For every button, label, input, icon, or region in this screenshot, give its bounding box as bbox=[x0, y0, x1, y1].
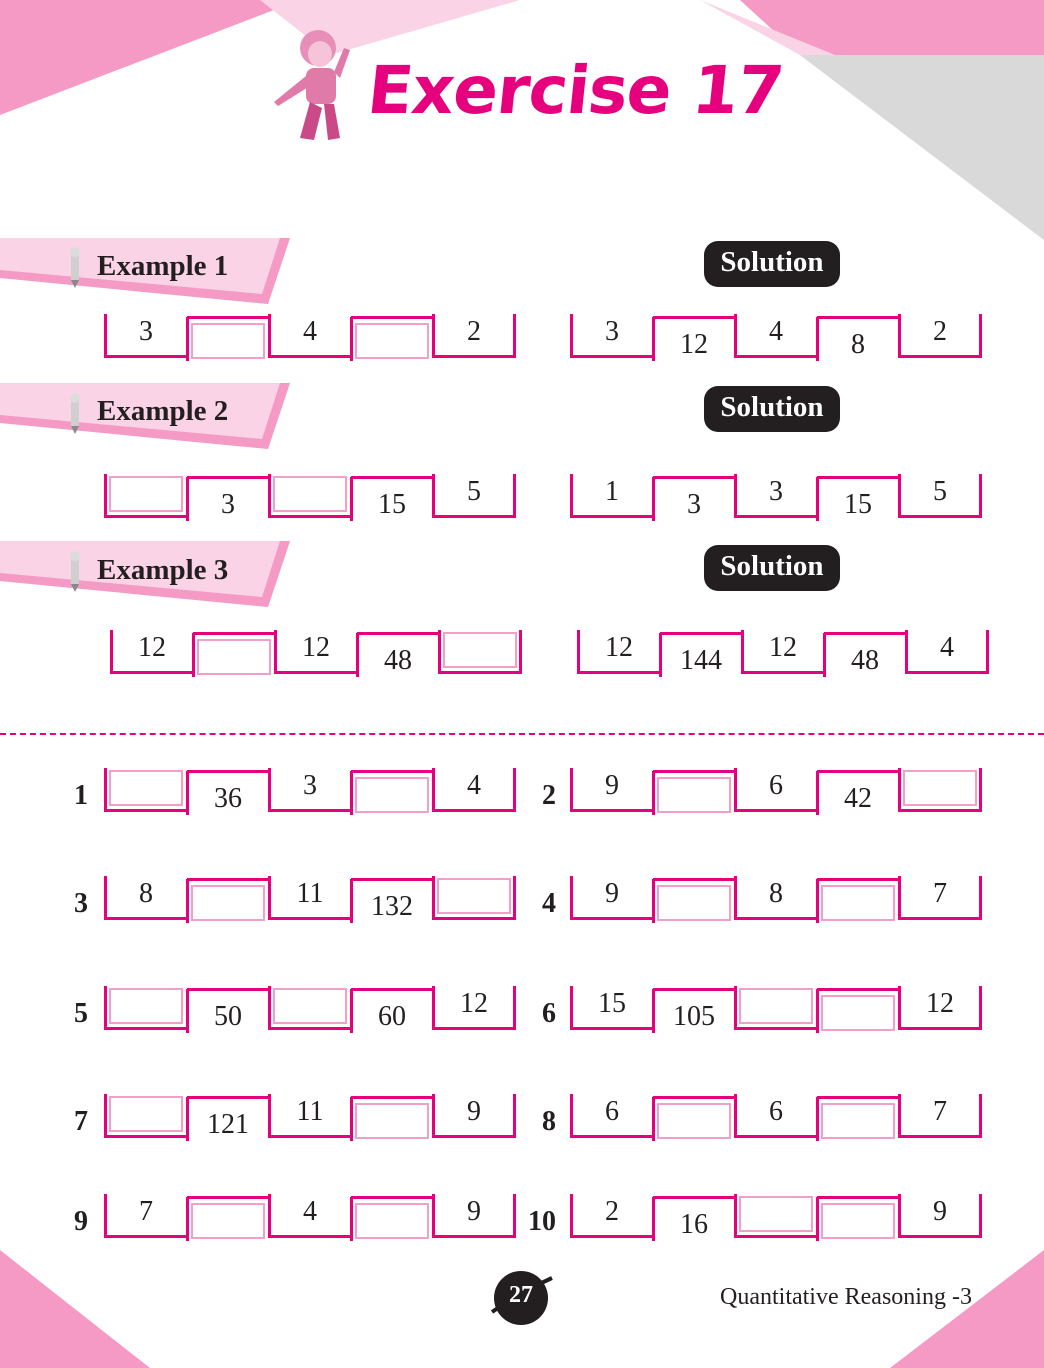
sequence-cell bbox=[351, 1096, 433, 1138]
sequence-cell bbox=[653, 988, 735, 1030]
sequence-cell bbox=[433, 1096, 515, 1138]
sequence-cell bbox=[351, 988, 433, 1030]
cell-number: 15 bbox=[598, 988, 626, 1019]
answer-blank[interactable] bbox=[109, 1096, 183, 1132]
sequence-cell bbox=[735, 476, 817, 518]
answer-blank[interactable] bbox=[821, 885, 895, 921]
solution-badge: Solution bbox=[704, 386, 840, 432]
answer-blank[interactable] bbox=[657, 777, 731, 813]
sequence-cell bbox=[817, 988, 899, 1030]
example-solution-row bbox=[578, 632, 988, 676]
sequence-cell bbox=[742, 632, 824, 674]
cell-divider bbox=[432, 876, 435, 920]
cell-number: 3 bbox=[221, 489, 235, 520]
page-number: 27 bbox=[509, 1282, 533, 1308]
cell-number: 16 bbox=[680, 1209, 708, 1240]
answer-blank[interactable] bbox=[443, 632, 517, 668]
cell-divider bbox=[734, 1194, 737, 1238]
cell-number: 7 bbox=[933, 878, 947, 909]
sequence-cell bbox=[735, 988, 817, 1030]
sequence-cell bbox=[439, 632, 521, 674]
cell-number: 8 bbox=[139, 878, 153, 909]
answer-blank[interactable] bbox=[355, 1203, 429, 1239]
sequence-cell bbox=[571, 988, 653, 1030]
book-title: Quantitative Reasoning -3 bbox=[720, 1284, 972, 1310]
sequence-cell bbox=[105, 988, 187, 1030]
cell-divider bbox=[186, 1197, 189, 1241]
cell-divider bbox=[104, 986, 107, 1030]
cell-number: 2 bbox=[933, 316, 947, 347]
sequence-cell bbox=[735, 1096, 817, 1138]
example-question-row bbox=[111, 632, 521, 676]
cell-number: 121 bbox=[207, 1109, 249, 1140]
cell-divider bbox=[350, 1097, 353, 1141]
cell-number: 5 bbox=[933, 476, 947, 507]
answer-blank[interactable] bbox=[273, 476, 347, 512]
sequence-cell bbox=[433, 878, 515, 920]
problem-row bbox=[571, 1096, 981, 1140]
cell-number: 4 bbox=[467, 770, 481, 801]
sequence-cell bbox=[653, 476, 735, 518]
problem-row bbox=[105, 1196, 515, 1240]
problem-row bbox=[571, 988, 981, 1032]
cell-divider bbox=[652, 771, 655, 815]
sequence-cell bbox=[357, 632, 439, 674]
cell-number: 7 bbox=[139, 1196, 153, 1227]
answer-blank[interactable] bbox=[657, 885, 731, 921]
sequence-cell bbox=[105, 878, 187, 920]
cell-divider bbox=[104, 474, 107, 518]
pencil-icon bbox=[62, 392, 88, 436]
cell-number: 15 bbox=[844, 489, 872, 520]
cell-divider bbox=[979, 768, 982, 812]
cell-number: 9 bbox=[467, 1196, 481, 1227]
cell-number: 6 bbox=[605, 1096, 619, 1127]
sequence-cell bbox=[735, 878, 817, 920]
sequence-cell bbox=[899, 770, 981, 812]
cell-number: 8 bbox=[851, 329, 865, 360]
cell-divider bbox=[186, 317, 189, 361]
sequence-cell bbox=[824, 632, 906, 674]
problem-row bbox=[571, 770, 981, 814]
problem-row bbox=[105, 1096, 515, 1140]
sequence-cell bbox=[571, 770, 653, 812]
sequence-cell bbox=[269, 988, 351, 1030]
solution-badge: Solution bbox=[704, 241, 840, 287]
sequence-cell bbox=[433, 316, 515, 358]
cell-number: 5 bbox=[467, 476, 481, 507]
cell-number: 105 bbox=[673, 1001, 715, 1032]
cell-divider bbox=[816, 879, 819, 923]
problem-number: 10 bbox=[528, 1206, 556, 1237]
answer-blank[interactable] bbox=[191, 1203, 265, 1239]
answer-blank[interactable] bbox=[903, 770, 977, 806]
cell-number: 9 bbox=[467, 1096, 481, 1127]
cell-number: 3 bbox=[139, 316, 153, 347]
sequence-cell bbox=[653, 1096, 735, 1138]
sequence-cell bbox=[187, 316, 269, 358]
sequence-cell bbox=[817, 476, 899, 518]
cell-divider bbox=[104, 768, 107, 812]
pencil-icon bbox=[62, 550, 88, 594]
answer-blank[interactable] bbox=[355, 1103, 429, 1139]
answer-blank[interactable] bbox=[355, 777, 429, 813]
cell-divider bbox=[350, 771, 353, 815]
sequence-cell bbox=[187, 988, 269, 1030]
sequence-cell bbox=[817, 878, 899, 920]
problem-number: 4 bbox=[542, 888, 556, 919]
sequence-cell bbox=[351, 476, 433, 518]
sequence-cell bbox=[433, 1196, 515, 1238]
sequence-cell bbox=[899, 878, 981, 920]
sequence-cell bbox=[817, 770, 899, 812]
sequence-cell bbox=[269, 770, 351, 812]
problem-row bbox=[571, 878, 981, 922]
answer-blank[interactable] bbox=[821, 995, 895, 1031]
sequence-cell bbox=[269, 878, 351, 920]
cell-divider bbox=[519, 630, 522, 674]
sequence-cell bbox=[653, 316, 735, 358]
sequence-cell bbox=[105, 770, 187, 812]
cell-number: 36 bbox=[214, 783, 242, 814]
example-question-row bbox=[105, 316, 515, 360]
cell-number: 12 bbox=[769, 632, 797, 663]
sequence-cell bbox=[899, 988, 981, 1030]
sequence-cell bbox=[111, 632, 193, 674]
sequence-cell bbox=[653, 770, 735, 812]
cell-number: 12 bbox=[926, 988, 954, 1019]
problem-number: 3 bbox=[74, 888, 88, 919]
problem-row bbox=[571, 1196, 981, 1240]
divider-line bbox=[0, 733, 1044, 735]
cell-divider bbox=[438, 630, 441, 674]
sequence-cell bbox=[571, 878, 653, 920]
cell-number: 11 bbox=[296, 878, 324, 909]
cell-number: 132 bbox=[371, 891, 413, 922]
sequence-cell bbox=[817, 316, 899, 358]
sequence-cell bbox=[269, 1196, 351, 1238]
cell-number: 1 bbox=[605, 476, 619, 507]
cell-divider bbox=[816, 989, 819, 1033]
cell-divider bbox=[734, 986, 737, 1030]
answer-blank[interactable] bbox=[657, 1103, 731, 1139]
pencil-icon bbox=[62, 246, 88, 290]
cell-divider bbox=[104, 1094, 107, 1138]
problem-number: 8 bbox=[542, 1106, 556, 1137]
cell-number: 12 bbox=[138, 632, 166, 663]
cell-number: 12 bbox=[460, 988, 488, 1019]
cell-divider bbox=[268, 986, 271, 1030]
cell-number: 15 bbox=[378, 489, 406, 520]
cell-divider bbox=[816, 1097, 819, 1141]
sequence-cell bbox=[735, 316, 817, 358]
cell-number: 144 bbox=[680, 645, 722, 676]
sequence-cell bbox=[269, 476, 351, 518]
sequence-cell bbox=[351, 878, 433, 920]
sequence-cell bbox=[269, 316, 351, 358]
sequence-cell bbox=[571, 316, 653, 358]
problem-row bbox=[105, 878, 515, 922]
exercise-title: Exercise 17 bbox=[363, 52, 787, 129]
sequence-cell bbox=[660, 632, 742, 674]
cell-number: 60 bbox=[378, 1001, 406, 1032]
answer-blank[interactable] bbox=[437, 878, 511, 914]
cell-divider bbox=[652, 1097, 655, 1141]
problem-row bbox=[105, 988, 515, 1032]
cell-number: 48 bbox=[851, 645, 879, 676]
sequence-cell bbox=[433, 770, 515, 812]
sequence-cell bbox=[899, 1096, 981, 1138]
sequence-cell bbox=[193, 632, 275, 674]
sequence-cell bbox=[653, 878, 735, 920]
cell-number: 12 bbox=[680, 329, 708, 360]
example-question-row bbox=[105, 476, 515, 520]
sequence-cell bbox=[351, 1196, 433, 1238]
example-label: Example 1 bbox=[97, 250, 229, 282]
sequence-cell bbox=[187, 476, 269, 518]
sequence-cell bbox=[571, 1196, 653, 1238]
cell-divider bbox=[898, 768, 901, 812]
sequence-cell bbox=[351, 316, 433, 358]
cell-number: 9 bbox=[933, 1196, 947, 1227]
sequence-cell bbox=[817, 1196, 899, 1238]
cell-number: 4 bbox=[303, 316, 317, 347]
sequence-cell bbox=[735, 770, 817, 812]
cell-divider bbox=[652, 879, 655, 923]
cell-divider bbox=[268, 474, 271, 518]
cell-number: 3 bbox=[769, 476, 783, 507]
cell-number: 12 bbox=[605, 632, 633, 663]
cell-divider bbox=[192, 633, 195, 677]
sequence-cell bbox=[269, 1096, 351, 1138]
problem-number: 2 bbox=[542, 780, 556, 811]
cell-number: 3 bbox=[303, 770, 317, 801]
cell-number: 6 bbox=[769, 770, 783, 801]
sequence-cell bbox=[187, 1096, 269, 1138]
sequence-cell bbox=[899, 476, 981, 518]
answer-blank[interactable] bbox=[739, 988, 813, 1024]
solution-badge: Solution bbox=[704, 545, 840, 591]
answer-blank[interactable] bbox=[821, 1203, 895, 1239]
sequence-cell bbox=[899, 316, 981, 358]
cell-number: 4 bbox=[940, 632, 954, 663]
sequence-cell bbox=[433, 988, 515, 1030]
cell-number: 7 bbox=[933, 1096, 947, 1127]
cell-number: 3 bbox=[687, 489, 701, 520]
example-solution-row bbox=[571, 476, 981, 520]
sequence-cell bbox=[571, 1096, 653, 1138]
girl-mascot-icon bbox=[270, 28, 360, 148]
cell-number: 12 bbox=[302, 632, 330, 663]
sequence-cell bbox=[899, 1196, 981, 1238]
cell-divider bbox=[513, 876, 516, 920]
answer-blank[interactable] bbox=[273, 988, 347, 1024]
sequence-cell bbox=[187, 1196, 269, 1238]
answer-blank[interactable] bbox=[109, 476, 183, 512]
sequence-cell bbox=[817, 1096, 899, 1138]
sequence-cell bbox=[105, 1096, 187, 1138]
answer-blank[interactable] bbox=[821, 1103, 895, 1139]
cell-number: 48 bbox=[384, 645, 412, 676]
sequence-cell bbox=[105, 316, 187, 358]
sequence-cell bbox=[578, 632, 660, 674]
sequence-cell bbox=[351, 770, 433, 812]
answer-blank[interactable] bbox=[109, 770, 183, 806]
cell-number: 9 bbox=[605, 878, 619, 909]
cell-number: 11 bbox=[296, 1096, 324, 1127]
cell-number: 4 bbox=[769, 316, 783, 347]
cell-number: 2 bbox=[467, 316, 481, 347]
cell-number: 42 bbox=[844, 783, 872, 814]
example-label: Example 2 bbox=[97, 395, 229, 427]
cell-number: 2 bbox=[605, 1196, 619, 1227]
cell-divider bbox=[816, 1197, 819, 1241]
cell-number: 9 bbox=[605, 770, 619, 801]
example-label: Example 3 bbox=[97, 554, 229, 586]
problem-number: 7 bbox=[74, 1106, 88, 1137]
problem-number: 6 bbox=[542, 998, 556, 1029]
example-solution-row bbox=[571, 316, 981, 360]
cell-number: 4 bbox=[303, 1196, 317, 1227]
answer-blank[interactable] bbox=[191, 323, 265, 359]
sequence-cell bbox=[187, 878, 269, 920]
problem-number: 9 bbox=[74, 1206, 88, 1237]
sequence-cell bbox=[906, 632, 988, 674]
problem-row bbox=[105, 770, 515, 814]
problem-number: 1 bbox=[74, 780, 88, 811]
cell-divider bbox=[186, 879, 189, 923]
cell-number: 6 bbox=[769, 1096, 783, 1127]
sequence-cell bbox=[653, 1196, 735, 1238]
sequence-cell bbox=[187, 770, 269, 812]
cell-number: 8 bbox=[769, 878, 783, 909]
sequence-cell bbox=[105, 476, 187, 518]
answer-blank[interactable] bbox=[109, 988, 183, 1024]
problem-number: 5 bbox=[74, 998, 88, 1029]
answer-blank[interactable] bbox=[355, 323, 429, 359]
sequence-cell bbox=[735, 1196, 817, 1238]
sequence-cell bbox=[433, 476, 515, 518]
answer-blank[interactable] bbox=[197, 639, 271, 675]
answer-blank[interactable] bbox=[191, 885, 265, 921]
sequence-cell bbox=[105, 1196, 187, 1238]
cell-divider bbox=[350, 317, 353, 361]
cell-divider bbox=[350, 1197, 353, 1241]
sequence-cell bbox=[571, 476, 653, 518]
cell-number: 3 bbox=[605, 316, 619, 347]
cell-number: 50 bbox=[214, 1001, 242, 1032]
answer-blank[interactable] bbox=[739, 1196, 813, 1232]
sequence-cell bbox=[275, 632, 357, 674]
